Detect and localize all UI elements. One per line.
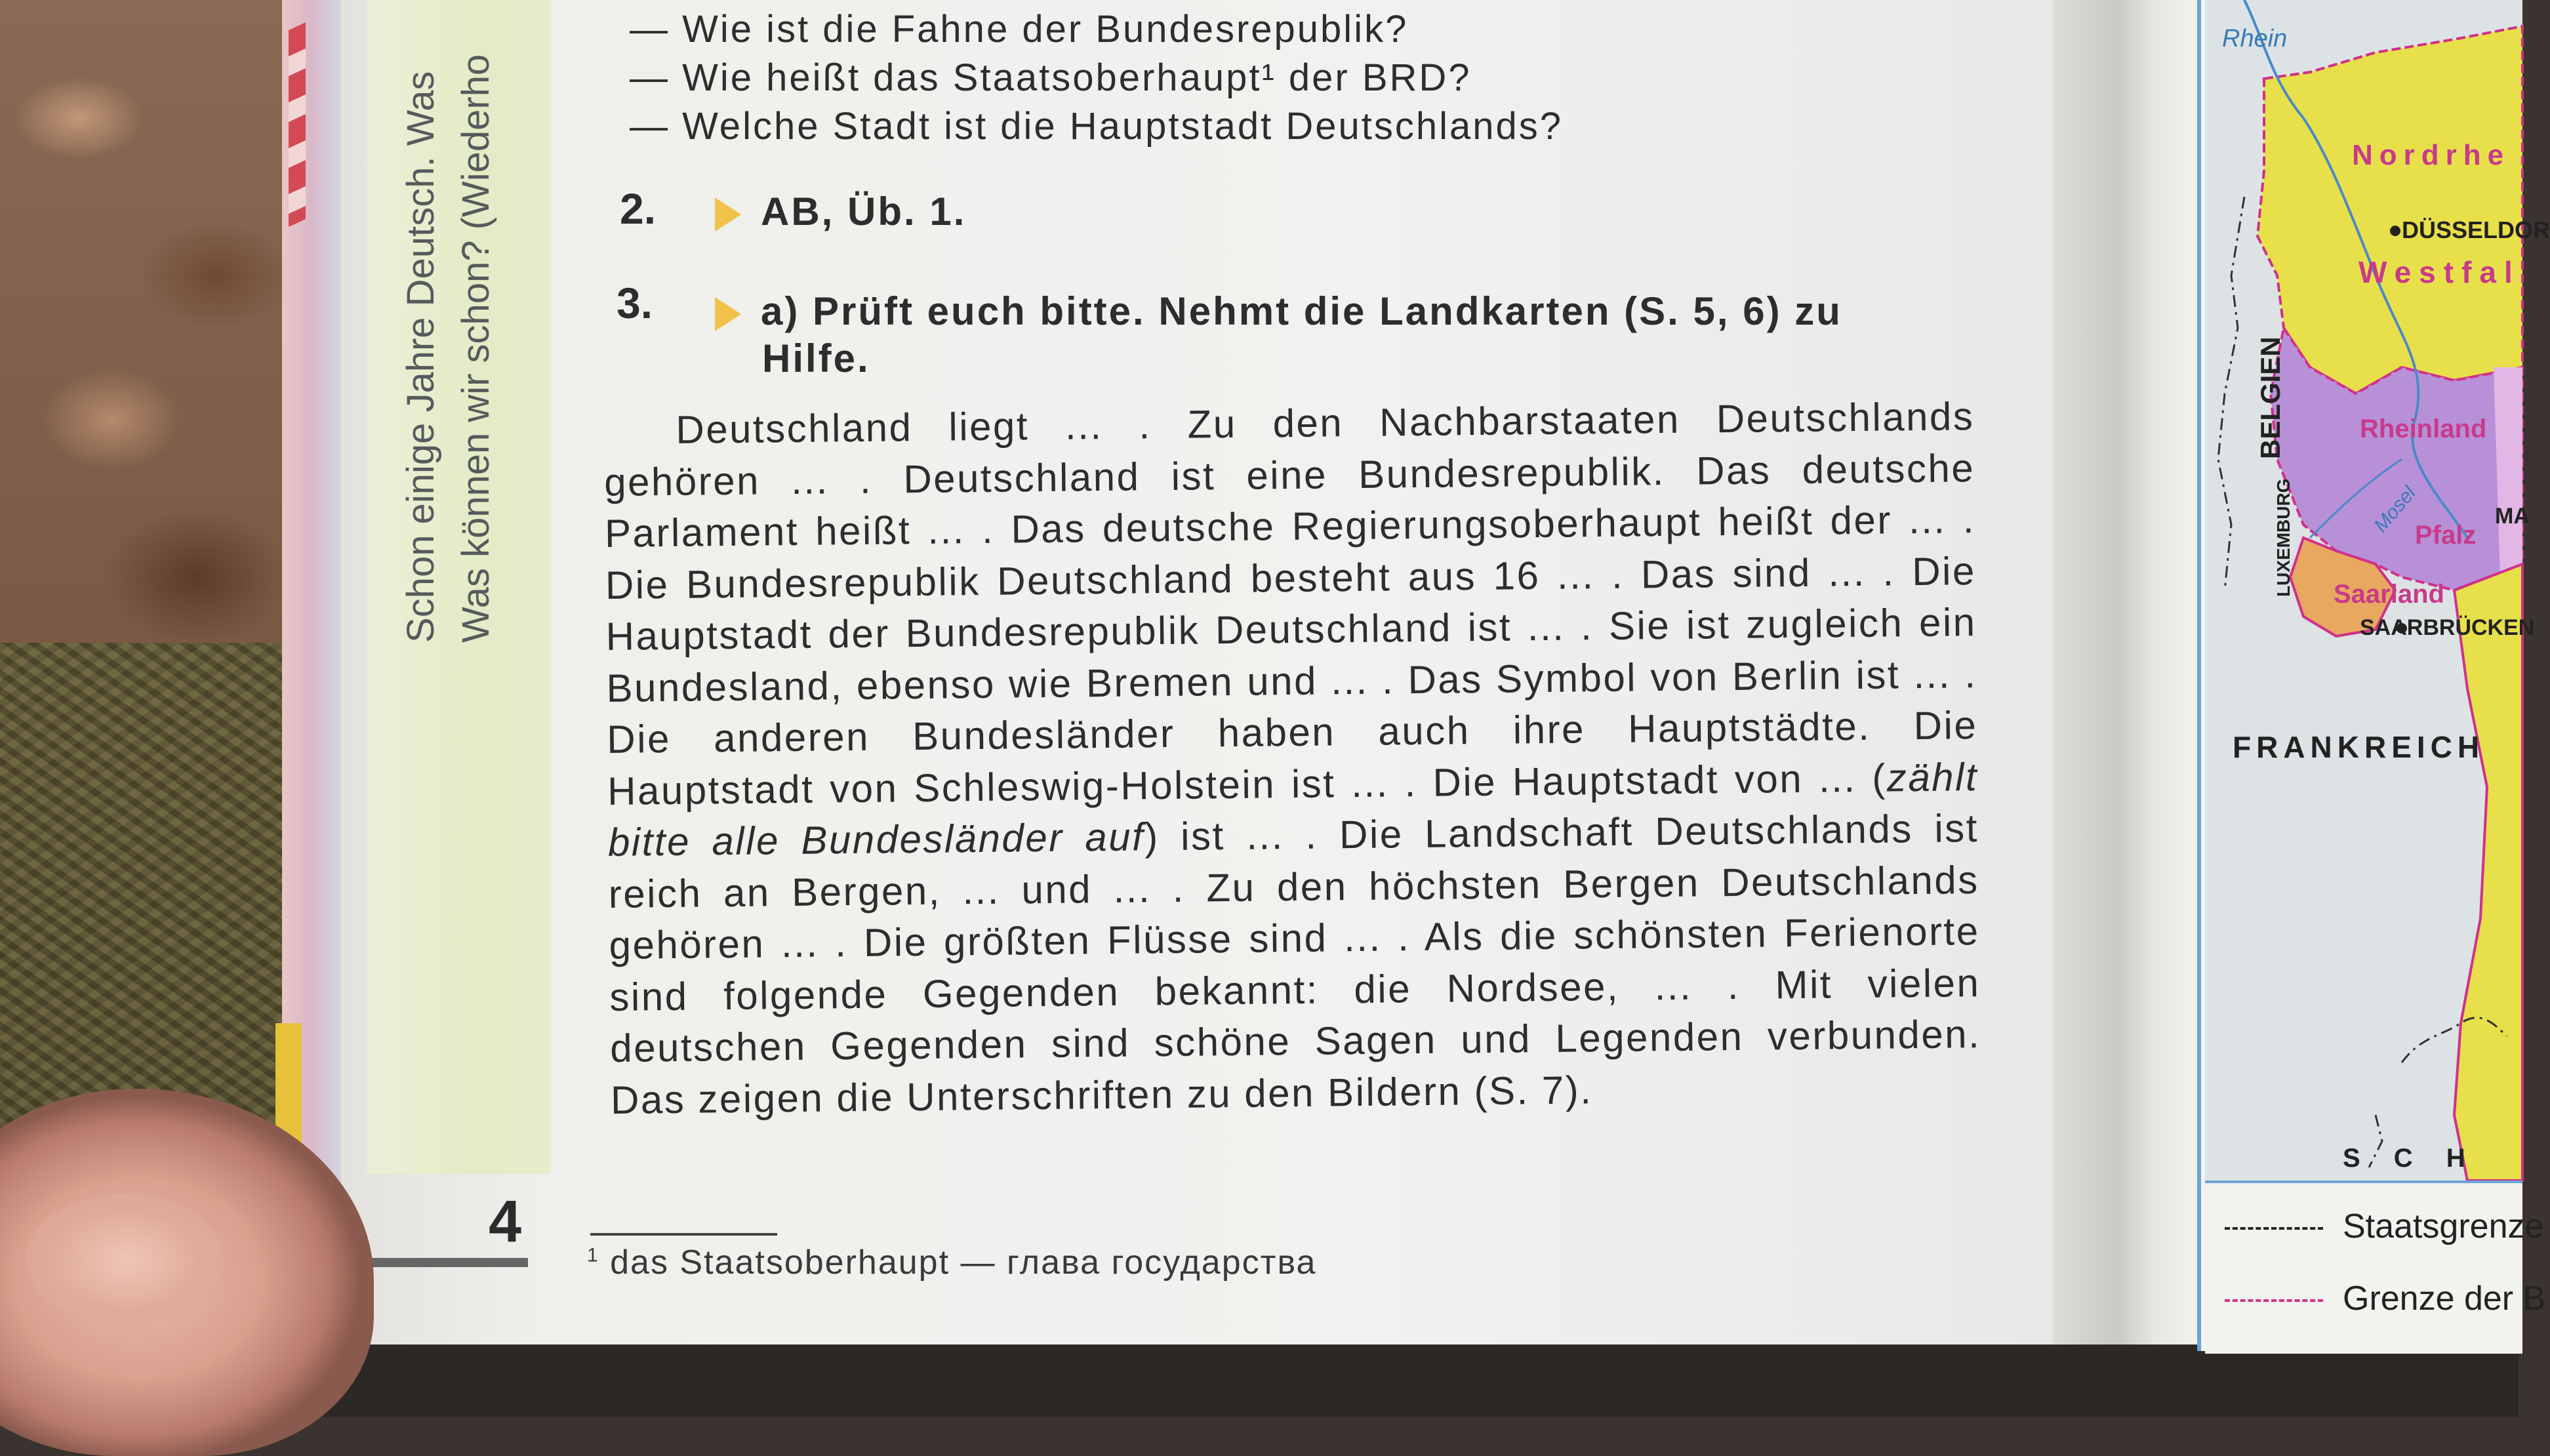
side-vertical-heading [394, 54, 504, 643]
question-item: — Welche Stadt ist die Hauptstadt Deutschlands? [630, 105, 1564, 148]
question-list [630, 5, 1563, 151]
map-of-germany [2197, 0, 2550, 1351]
dashed-line-icon [2225, 1299, 2323, 1302]
map-label-schweiz: S C H [2343, 1144, 2479, 1173]
paragraph-part-1: Deutschland liegt ... . Zu den Nachbarstaaten Deutschlands gehören ... . Deutschland ist eine Bundesrepublik. Das deutsche Parlament heißt ... . Das deutsche Regierungsoberhaupt heißt der ... . Die Bundesrepublik Deutschland besteht aus 16 ... . Das sind ... . Die Hauptstadt der Bundesrepublik Deutschland ist ... . Sie ist zugleich ein Bundesland, ebenso wie Bremen und ... . Das Symbol von Berlin ist ... . Die anderen Bundesländer haben auch ihre Hauptstädte. Die Hauptstadt von Schleswig-Holstein ist ... . Die Hauptstadt von ... ( [603, 394, 1978, 813]
map-label-duesseldorf: DÜSSELDOR [2402, 216, 2550, 243]
footnote-mark: 1 [587, 1244, 599, 1266]
book-gutter [2053, 0, 2197, 1345]
map-label-saarbruecken: SAARBRÜCKEN [2360, 615, 2535, 640]
map-label-ma: MA [2495, 504, 2530, 529]
map-label-belgien: BELGIEN [2255, 336, 2286, 459]
task-2 [715, 189, 966, 234]
task-2-number: 2. [620, 184, 657, 233]
arrow-icon [715, 297, 741, 331]
map-label-luxemburg: LUXEMBURG [2273, 478, 2294, 597]
map-label-rheinland: Rheinland [2360, 415, 2487, 443]
question-item: — Wie heißt das Staatsoberhaupt¹ der BRD? [630, 56, 1472, 99]
map-label-frankreich: FRANKREICH [2233, 730, 2485, 764]
background-bottom-edge [0, 1338, 2519, 1417]
arrow-icon [715, 197, 741, 232]
map-label-rhein: Rhein [2222, 25, 2288, 52]
task-3-line-2: Hilfe. [762, 336, 870, 380]
region-nordrhein-westfalen [2257, 26, 2522, 394]
map-area [2205, 0, 2550, 1181]
task-2-text: AB, Üb. 1. [761, 190, 967, 233]
map-label-saarland: Saarland [2334, 580, 2444, 609]
legend-staatsgrenze: Staatsgrenze [2225, 1207, 2543, 1246]
footnote [587, 1243, 1316, 1282]
exercise-paragraph [603, 391, 1981, 1126]
footnote-text: das Staatsoberhaupt — глава государства [610, 1244, 1317, 1282]
task-3-line-1: a) Prüft euch bitte. Nehmt die Landkarten (S. 5, 6) zu [761, 289, 1842, 333]
legend-landesgrenze: Grenze der B [2225, 1279, 2545, 1318]
paragraph-part-2: ) ist ... . Die Landschaft Deutschlands ist reich an Bergen, ... und ... . Zu den höchsten Bergen Deutschlands gehören ... . Die größten Flüsse sind ... . Als die schönsten Ferienorte sind folgende Gegenden bekannt: die Nordsee, ... . Mit vielen deutschen Gegenden sind schöne Sagen und Legenden verbunden. Das zeigen die Unterschriften zu den Bildern (S. 7). [608, 806, 1981, 1122]
map-legend [2205, 1181, 2546, 1354]
footnote-rule [590, 1233, 777, 1236]
city-duesseldorf [2390, 226, 2400, 236]
map-label-pfalz: Pfalz [2415, 521, 2477, 550]
paragraph-italic-instruction: zählt bitte alle Bundesländer auf [607, 754, 1979, 864]
dash-dot-line-icon [2225, 1227, 2323, 1230]
side-heading-line-2: Was können wir schon? (Wiederho [455, 54, 497, 643]
region-baden [2454, 564, 2522, 1181]
task-3-number: 3. [617, 279, 653, 327]
previous-page-flag-stripe [289, 22, 306, 227]
side-heading-line-1: Schon einige Jahre Deutsch. Was [399, 71, 442, 643]
page-number: 4 [489, 1189, 522, 1255]
map-label-mosel: Mosel [2370, 482, 2420, 536]
map-label-nordrhein: Nordrhe [2352, 139, 2511, 171]
border-belgien [2218, 197, 2244, 590]
thumb-nail [26, 1194, 223, 1325]
task-3 [715, 289, 1842, 334]
question-item: — Wie ist die Fahne der Bundesrepublik? [630, 8, 1409, 51]
map-label-westfalen: Westfal [2358, 255, 2520, 289]
